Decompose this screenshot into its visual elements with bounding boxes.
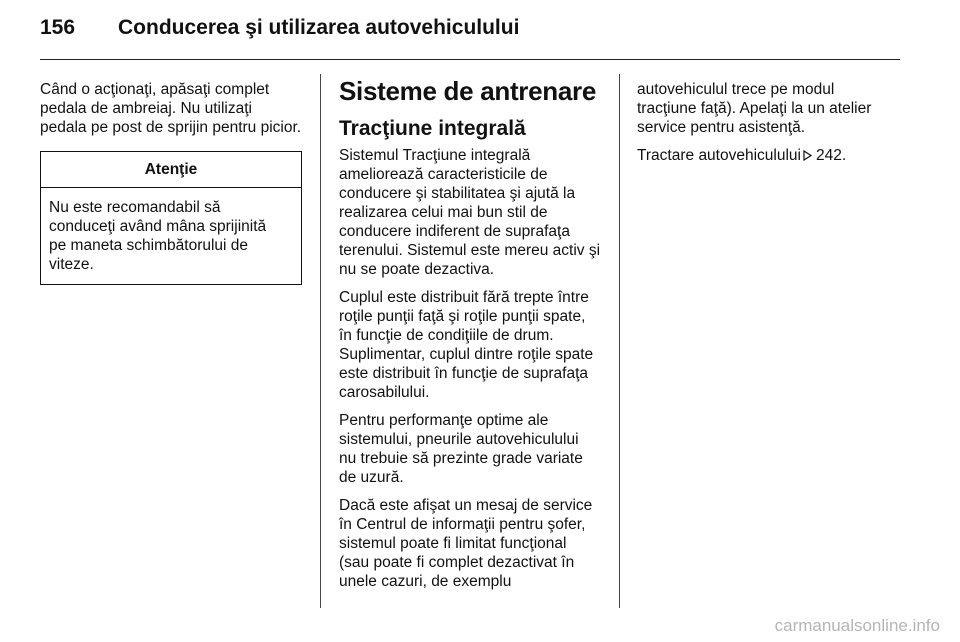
text-line: ameliorează caracteristicile de — [339, 166, 548, 183]
text-line: sistemului, pneurile autovehiculului — [339, 431, 579, 448]
reference-page: 242. — [815, 147, 847, 164]
text-line: nu se poate dezactiva. — [339, 261, 495, 278]
column-2 — [339, 76, 607, 600]
text-line: terenului. Sistemul este mereu activ şi — [339, 242, 601, 259]
text-line: este distribuit în funcţie de suprafaţa — [339, 365, 589, 382]
text-line: conducere indiferent de suprafaţa — [339, 223, 570, 240]
text-line: (sau poate fi complet dezactivat în — [339, 554, 575, 571]
text-line: service pentru asistenţă. — [637, 119, 806, 136]
body-paragraph — [339, 146, 607, 279]
text-line: pedala pe post de sprijin pentru picior. — [40, 119, 302, 136]
text-line: Când o acţionaţi, apăsaţi complet — [40, 81, 270, 98]
intro-paragraph — [40, 80, 304, 137]
body-paragraph — [339, 411, 607, 487]
text-line: Dacă este afişat un mesaj de service — [339, 497, 593, 514]
text-line: Pentru performanţe optime ale — [339, 412, 549, 429]
text-line: conducere şi stabilitatea şi ajută la — [339, 185, 576, 202]
text-line: Nu este recomandabil să — [49, 199, 221, 216]
watermark: carmanualsonline.info — [774, 616, 940, 635]
text-line: pedala de ambreiaj. Nu utilizaţi — [40, 100, 252, 117]
body-paragraphs — [339, 146, 607, 591]
text-line: unele cazuri, de exemplu — [339, 573, 512, 590]
caution-title: Atenţie — [41, 152, 301, 188]
page-title: Conducerea şi utilizarea autovehiculului — [118, 16, 520, 39]
header-rule — [40, 59, 900, 60]
column-1 — [40, 80, 304, 285]
column-3 — [637, 80, 901, 174]
text-line: conduceţi având mâna sprijinită — [49, 218, 267, 235]
text-line: în funcţie de condiţiile de drum. — [339, 327, 554, 344]
text-line: tracţiune faţă). Apelaţi la un atelier — [637, 100, 872, 117]
reference-text: Tractare autovehiculului — [637, 147, 801, 164]
text-line: realizarea celui mai bun stil de — [339, 204, 548, 221]
section-title: Sisteme de antrenare — [339, 76, 597, 106]
body-paragraph — [339, 288, 607, 402]
subsection-title: Tracţiune integrală — [339, 117, 526, 140]
caution-box — [40, 151, 302, 285]
text-line: de uzură. — [339, 469, 404, 486]
text-line: nu trebuie să prezinte grade variate — [339, 450, 583, 467]
column-divider-1 — [320, 74, 321, 608]
page-reference-arrow-icon — [803, 150, 812, 161]
text-line: Cuplul este distribuit fără trepte între — [339, 289, 589, 306]
text-line: Sistemul Tracţiune integrală — [339, 147, 531, 164]
column-divider-2 — [619, 74, 620, 608]
text-line: sistemul poate fi limitat funcţional — [339, 535, 567, 552]
text-line: roţile punţii faţă şi roţile punţii spate, — [339, 308, 586, 325]
cross-reference — [637, 146, 901, 165]
page-number: 156 — [40, 16, 76, 39]
text-line: viteze. — [49, 256, 94, 273]
text-line: Suplimentar, cuplul dintre roţile spate — [339, 346, 594, 363]
continuation-paragraph — [637, 80, 901, 137]
text-line: în Centrul de informaţii pentru şofer, — [339, 516, 586, 533]
text-line: autovehiculul trece pe modul — [637, 81, 835, 98]
body-paragraph — [339, 496, 607, 591]
text-line: carosabilului. — [339, 384, 430, 401]
text-line: pe maneta schimbătorului de — [49, 237, 249, 254]
caution-body — [41, 188, 301, 284]
